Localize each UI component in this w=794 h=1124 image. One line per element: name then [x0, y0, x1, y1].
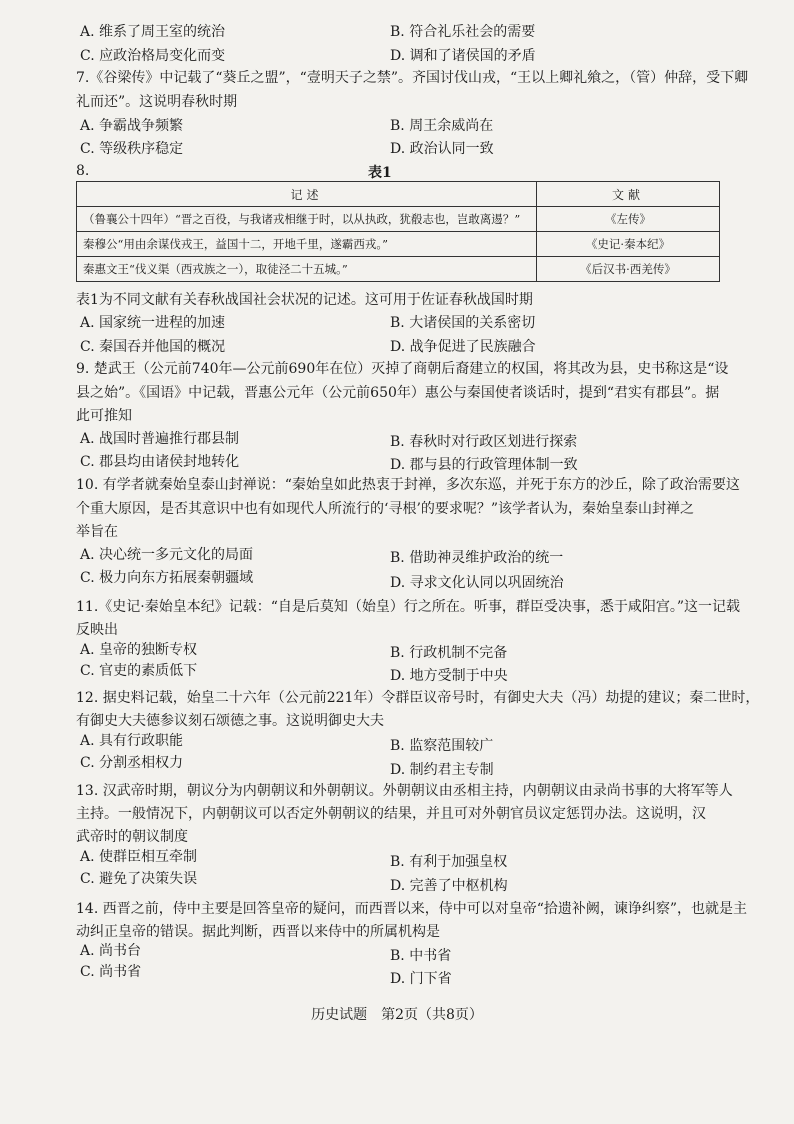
q13-stem-line-2: 主持。一般情况下，内朝朝议可以否定外朝朝议的结果，并且可对外朝官员议定惩罚办法。这说明，汉	[76, 806, 706, 822]
q8-number: 8.	[76, 163, 90, 179]
q14-stem-line-2: 动纠正皇帝的错误。据此判断，西晋以来侍中的所属机构是	[76, 924, 440, 940]
table-header-source: 文献	[537, 182, 720, 207]
table-row	[77, 207, 720, 232]
table-row	[77, 257, 720, 282]
q9-option-d: D. 郡与县的行政管理体制一致	[390, 457, 578, 473]
table-cell-record: 秦惠文王“伐义渠（西戎族之一），取徒泾二十五城。”	[77, 257, 537, 282]
q13-option-a: A. 使群臣相互牵制	[80, 849, 198, 865]
q9-stem-line-2: 县之始”。《国语》中记载，晋惠公元年（公元前650年）惠公与秦国使者谈话时，提到“君实有郡县”。据	[76, 385, 720, 401]
q12-stem-line-1: 12. 据史料记载，始皇二十六年（公元前221年）令群臣议帝号时，有御史大夫（冯）劫提的建议；秦二世时，	[76, 690, 760, 706]
q8-option-a: A. 国家统一进程的加速	[80, 315, 226, 331]
q14-option-c: C. 尚书省	[80, 964, 142, 980]
q13-stem-line-3: 武帝时的朝议制度	[76, 829, 188, 845]
q7-option-d: D. 政治认同一致	[390, 141, 494, 157]
table-header-record: 记述	[77, 182, 537, 207]
table-cell-source: 《史记·秦本纪》	[537, 232, 720, 257]
q8-table	[76, 181, 720, 282]
q14-option-d: D. 门下省	[390, 971, 452, 987]
q11-option-b: B. 行政机制不完备	[390, 645, 508, 661]
table-cell-source: 《左传》	[537, 207, 720, 232]
table-cell-record: 秦穆公“用由余谋伐戎王，益国十二，开地千里，遂霸西戎。”	[77, 232, 537, 257]
q11-option-a: A. 皇帝的独断专权	[80, 642, 198, 658]
q13-option-b: B. 有利于加强皇权	[390, 854, 508, 870]
page-footer: 历史试题 第2页（共8页）	[311, 1007, 483, 1023]
q7-stem-line-2: 礼而还”。这说明春秋时期	[76, 94, 238, 110]
q11-option-c: C. 官吏的素质低下	[80, 663, 198, 679]
q10-stem-line-3: 举旨在	[76, 524, 118, 540]
q8-stem: 表1为不同文献有关春秋战国社会状况的记述。这可用于佐证春秋战国时期	[76, 292, 533, 308]
q13-option-d: D. 完善了中枢机构	[390, 878, 508, 894]
q14-option-a: A. 尚书台	[80, 943, 142, 959]
table-cell-record: （鲁襄公十四年）“晋之百役，与我诸戎相继于时，以从执政，犹殽志也，岂敢离逷？”	[77, 207, 537, 232]
q7-option-c: C. 等级秩序稳定	[80, 141, 184, 157]
q9-option-c: C. 郡县均由诸侯封地转化	[80, 454, 240, 470]
q9-option-b: B. 春秋时对行政区划进行探索	[390, 434, 578, 450]
table-header-row	[77, 182, 720, 207]
q12-option-c: C. 分割丞相权力	[80, 755, 184, 771]
q6-option-d: D. 调和了诸侯国的矛盾	[390, 48, 536, 64]
q6-option-b: B. 符合礼乐社会的需要	[390, 24, 536, 40]
q7-option-a: A. 争霸战争频繁	[80, 118, 184, 134]
q12-option-a: A. 具有行政职能	[80, 733, 184, 749]
q7-stem-line-1: 7.《谷梁传》中记载了“葵丘之盟”，“壹明天子之禁”。齐国讨伐山戎，“王以上卿礼飨之，（管）仲辞，受下卿	[76, 70, 749, 86]
q11-stem-line-1: 11.《史记·秦始皇本纪》记载：“自是后莫知（始皇）行之所在。听事，群臣受决事，悉于咸阳宫。”这一记载	[76, 599, 741, 615]
q9-stem-line-3: 此可推知	[76, 408, 132, 424]
q10-option-c: C. 极力向东方拓展秦朝疆域	[80, 570, 254, 586]
table-caption: 表1	[368, 165, 392, 181]
q11-stem-line-2: 反映出	[76, 622, 118, 638]
q10-option-d: D. 寻求文化认同以巩固统治	[390, 575, 564, 591]
q14-stem-line-1: 14. 西晋之前，侍中主要是回答皇帝的疑问，而西晋以来，侍中可以对皇帝“拾遗补阙，谏诤纠察”，也就是主	[76, 901, 748, 917]
q9-stem-line-1: 9. 楚武王（公元前740年—公元前690年在位）灭掉了商朝后裔建立的权国，将其改为县，史书称这是“设	[76, 361, 729, 377]
q11-option-d: D. 地方受制于中央	[390, 668, 508, 684]
q8-option-d: D. 战争促进了民族融合	[390, 339, 536, 355]
table-cell-source: 《后汉书·西羌传》	[537, 257, 720, 282]
q7-option-b: B. 周王余威尚在	[390, 118, 494, 134]
q8-option-b: B. 大诸侯国的关系密切	[390, 315, 536, 331]
q13-option-c: C. 避免了决策失误	[80, 871, 198, 887]
q14-option-b: B. 中书省	[390, 948, 452, 964]
q6-option-a: A. 维系了周王室的统治	[80, 24, 226, 40]
q8-option-c: C. 秦国吞并他国的概况	[80, 339, 226, 355]
q10-stem-line-2: 个重大原因，是否其意识中也有如现代人所流行的‘寻根’的要求呢？”该学者认为，秦始皇泰山封禅之	[76, 501, 695, 517]
q9-option-a: A. 战国时普遍推行郡县制	[80, 431, 240, 447]
q10-option-a: A. 决心统一多元文化的局面	[80, 547, 254, 563]
q12-stem-line-2: 有御史大夫德参议刻石颂德之事。这说明御史大夫	[76, 713, 384, 729]
table-row	[77, 232, 720, 257]
q10-option-b: B. 借助神灵维护政治的统一	[390, 550, 564, 566]
q12-option-b: B. 监察范围较广	[390, 738, 494, 754]
q6-option-c: C. 应政治格局变化而变	[80, 48, 226, 64]
q13-stem-line-1: 13. 汉武帝时期，朝议分为内朝朝议和外朝朝议。外朝朝议由丞相主持，内朝朝议由录尚书事的大将军等人	[76, 783, 733, 799]
q10-stem-line-1: 10. 有学者就秦始皇泰山封禅说：“秦始皇如此热衷于封禅，多次东巡，并死于东方的沙丘，除了政治需要这	[76, 477, 740, 493]
q12-option-d: D. 制约君主专制	[390, 762, 494, 778]
